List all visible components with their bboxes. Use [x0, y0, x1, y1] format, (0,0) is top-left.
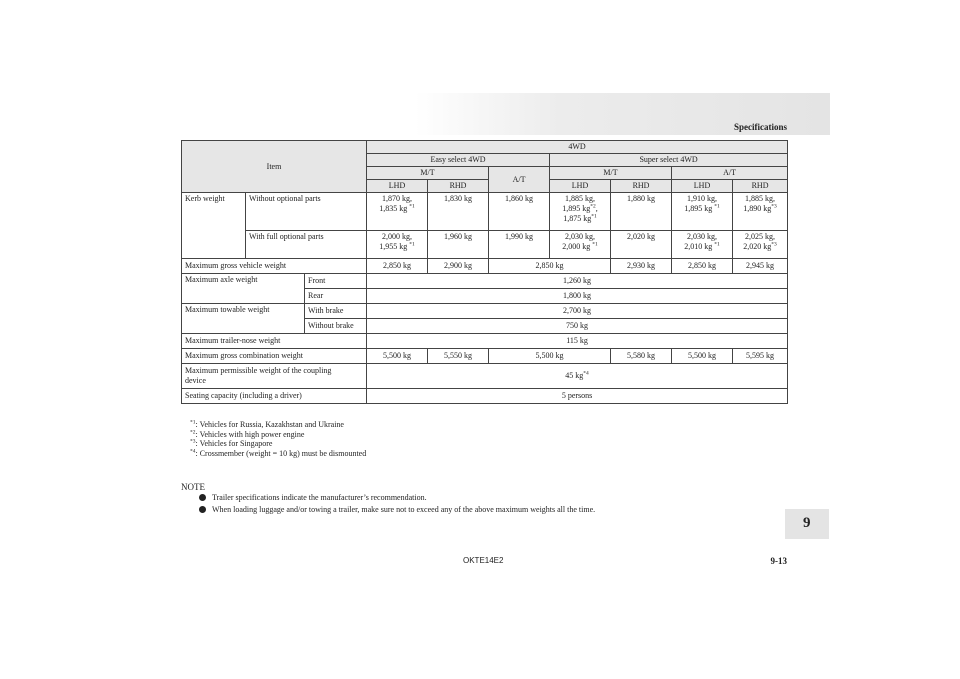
kerb-with-c3: 1,990 kg [489, 231, 550, 259]
towable-with-brake-value: 2,700 kg [367, 304, 788, 319]
coupling-weight-label: Maximum permissible weight of the coupling device [182, 364, 367, 389]
kerb-weight-label: Kerb weight [182, 193, 246, 259]
kerb-with-c2: 1,960 kg [428, 231, 489, 259]
gvw-c34: 2,850 kg [489, 259, 611, 274]
axle-front-value: 1,260 kg [367, 274, 788, 289]
page-header-title: Specifications [734, 122, 787, 132]
note-item: When loading luggage and/or towing a trailer, make sure not to exceed any of the above maximum weights all the time. [199, 504, 595, 516]
trailer-nose-weight-value: 115 kg [367, 334, 788, 349]
gvw-c2: 2,900 kg [428, 259, 489, 274]
header-lhd: LHD [550, 180, 611, 193]
kerb-with-c5: 2,020 kg [611, 231, 672, 259]
kerb-without-c5: 1,880 kg [611, 193, 672, 231]
footnote: $^{*3}$: Vehicles for Singapore [190, 438, 273, 448]
footnote: $^{*4}$: Crossmember (weight = 10 kg) must be dismounted [190, 447, 367, 458]
towable-weight-label: Maximum towable weight [182, 304, 305, 334]
header-super-mt: M/T [550, 167, 672, 180]
footnote: $^{*1}$: Vehicles for Russia, Kazakhstan and Ukraine [190, 419, 344, 429]
kerb-without-c3: 1,860 kg [489, 193, 550, 231]
kerb-without-c4: 1,885 kg, 1,895 $kg^{*2}$, 1,875 $kg^{*1}$ [550, 193, 611, 231]
kerb-without-c6: 1,910 kg, 1,895 kg $^{*1}$ [672, 193, 733, 231]
gcw-c6: 5,500 kg [672, 349, 733, 364]
header-lhd: LHD [367, 180, 428, 193]
kerb-without-c7: 1,885 kg, 1,890 $kg^{*3}$ [733, 193, 788, 231]
axle-rear-value: 1,800 kg [367, 289, 788, 304]
footnote: $^{*2}$: Vehicles with high power engine [190, 428, 305, 439]
header-easy-mt: M/T [367, 167, 489, 180]
specifications-table [181, 140, 788, 404]
note-title: NOTE [181, 482, 205, 492]
seating-capacity-value: 5 persons [367, 389, 788, 404]
kerb-without-c2: 1,830 kg [428, 193, 489, 231]
gvw-c1: 2,850 kg [367, 259, 428, 274]
gross-vehicle-weight-label: Maximum gross vehicle weight [182, 259, 367, 274]
gcw-c1: 5,500 kg [367, 349, 428, 364]
gvw-c7: 2,945 kg [733, 259, 788, 274]
kerb-without-c1: 1,870 kg, 1,835 kg $^{*1}$ [367, 193, 428, 231]
header-easy-select: Easy select 4WD [367, 154, 550, 167]
gcw-c34: 5,500 kg [489, 349, 611, 364]
bullet-icon [199, 494, 206, 501]
axle-rear-label: Rear [305, 289, 367, 304]
kerb-with-c7: 2,025 kg, 2,020 $kg^{*3}$ [733, 231, 788, 259]
gross-combination-weight-label: Maximum gross combination weight [182, 349, 367, 364]
kerb-with-c4: 2,030 kg, 2,000 kg $^{*1}$ [550, 231, 611, 259]
chapter-tab: 9 [785, 509, 829, 539]
header-lhd: LHD [672, 180, 733, 193]
header-easy-at: A/T [489, 167, 550, 193]
bullet-icon [199, 506, 206, 513]
header-4wd: 4WD [367, 141, 788, 154]
towable-without-brake-label: Without brake [305, 319, 367, 334]
header-super-select: Super select 4WD [550, 154, 788, 167]
header-rhd: RHD [611, 180, 672, 193]
gcw-c2: 5,550 kg [428, 349, 489, 364]
axle-front-label: Front [305, 274, 367, 289]
gvw-c5: 2,930 kg [611, 259, 672, 274]
axle-weight-label: Maximum axle weight [182, 274, 305, 304]
header-item: Item [182, 141, 367, 193]
trailer-nose-weight-label: Maximum trailer-nose weight [182, 334, 367, 349]
note-item: Trailer specifications indicate the manufacturer’s recommendation. [199, 492, 595, 504]
page-number: 9-13 [770, 556, 787, 566]
gvw-c6: 2,850 kg [672, 259, 733, 274]
seating-capacity-label: Seating capacity (including a driver) [182, 389, 367, 404]
gcw-c7: 5,595 kg [733, 349, 788, 364]
kerb-with-c6: 2,030 kg, 2,010 kg $^{*1}$ [672, 231, 733, 259]
header-rhd: RHD [428, 180, 489, 193]
header-rhd: RHD [733, 180, 788, 193]
document-code: OKTE14E2 [463, 556, 504, 565]
towable-without-brake-value: 750 kg [367, 319, 788, 334]
without-optional-label: Without optional parts [246, 193, 367, 231]
with-full-optional-label: With full optional parts [246, 231, 367, 259]
header-super-at: A/T [672, 167, 788, 180]
towable-with-brake-label: With brake [305, 304, 367, 319]
footnotes [190, 420, 366, 458]
note-list [199, 492, 595, 516]
kerb-with-c1: 2,000 kg, 1,955 kg $^{*1}$ [367, 231, 428, 259]
gcw-c5: 5,580 kg [611, 349, 672, 364]
coupling-weight-value: 45 $kg^{*4}$ [367, 364, 788, 389]
